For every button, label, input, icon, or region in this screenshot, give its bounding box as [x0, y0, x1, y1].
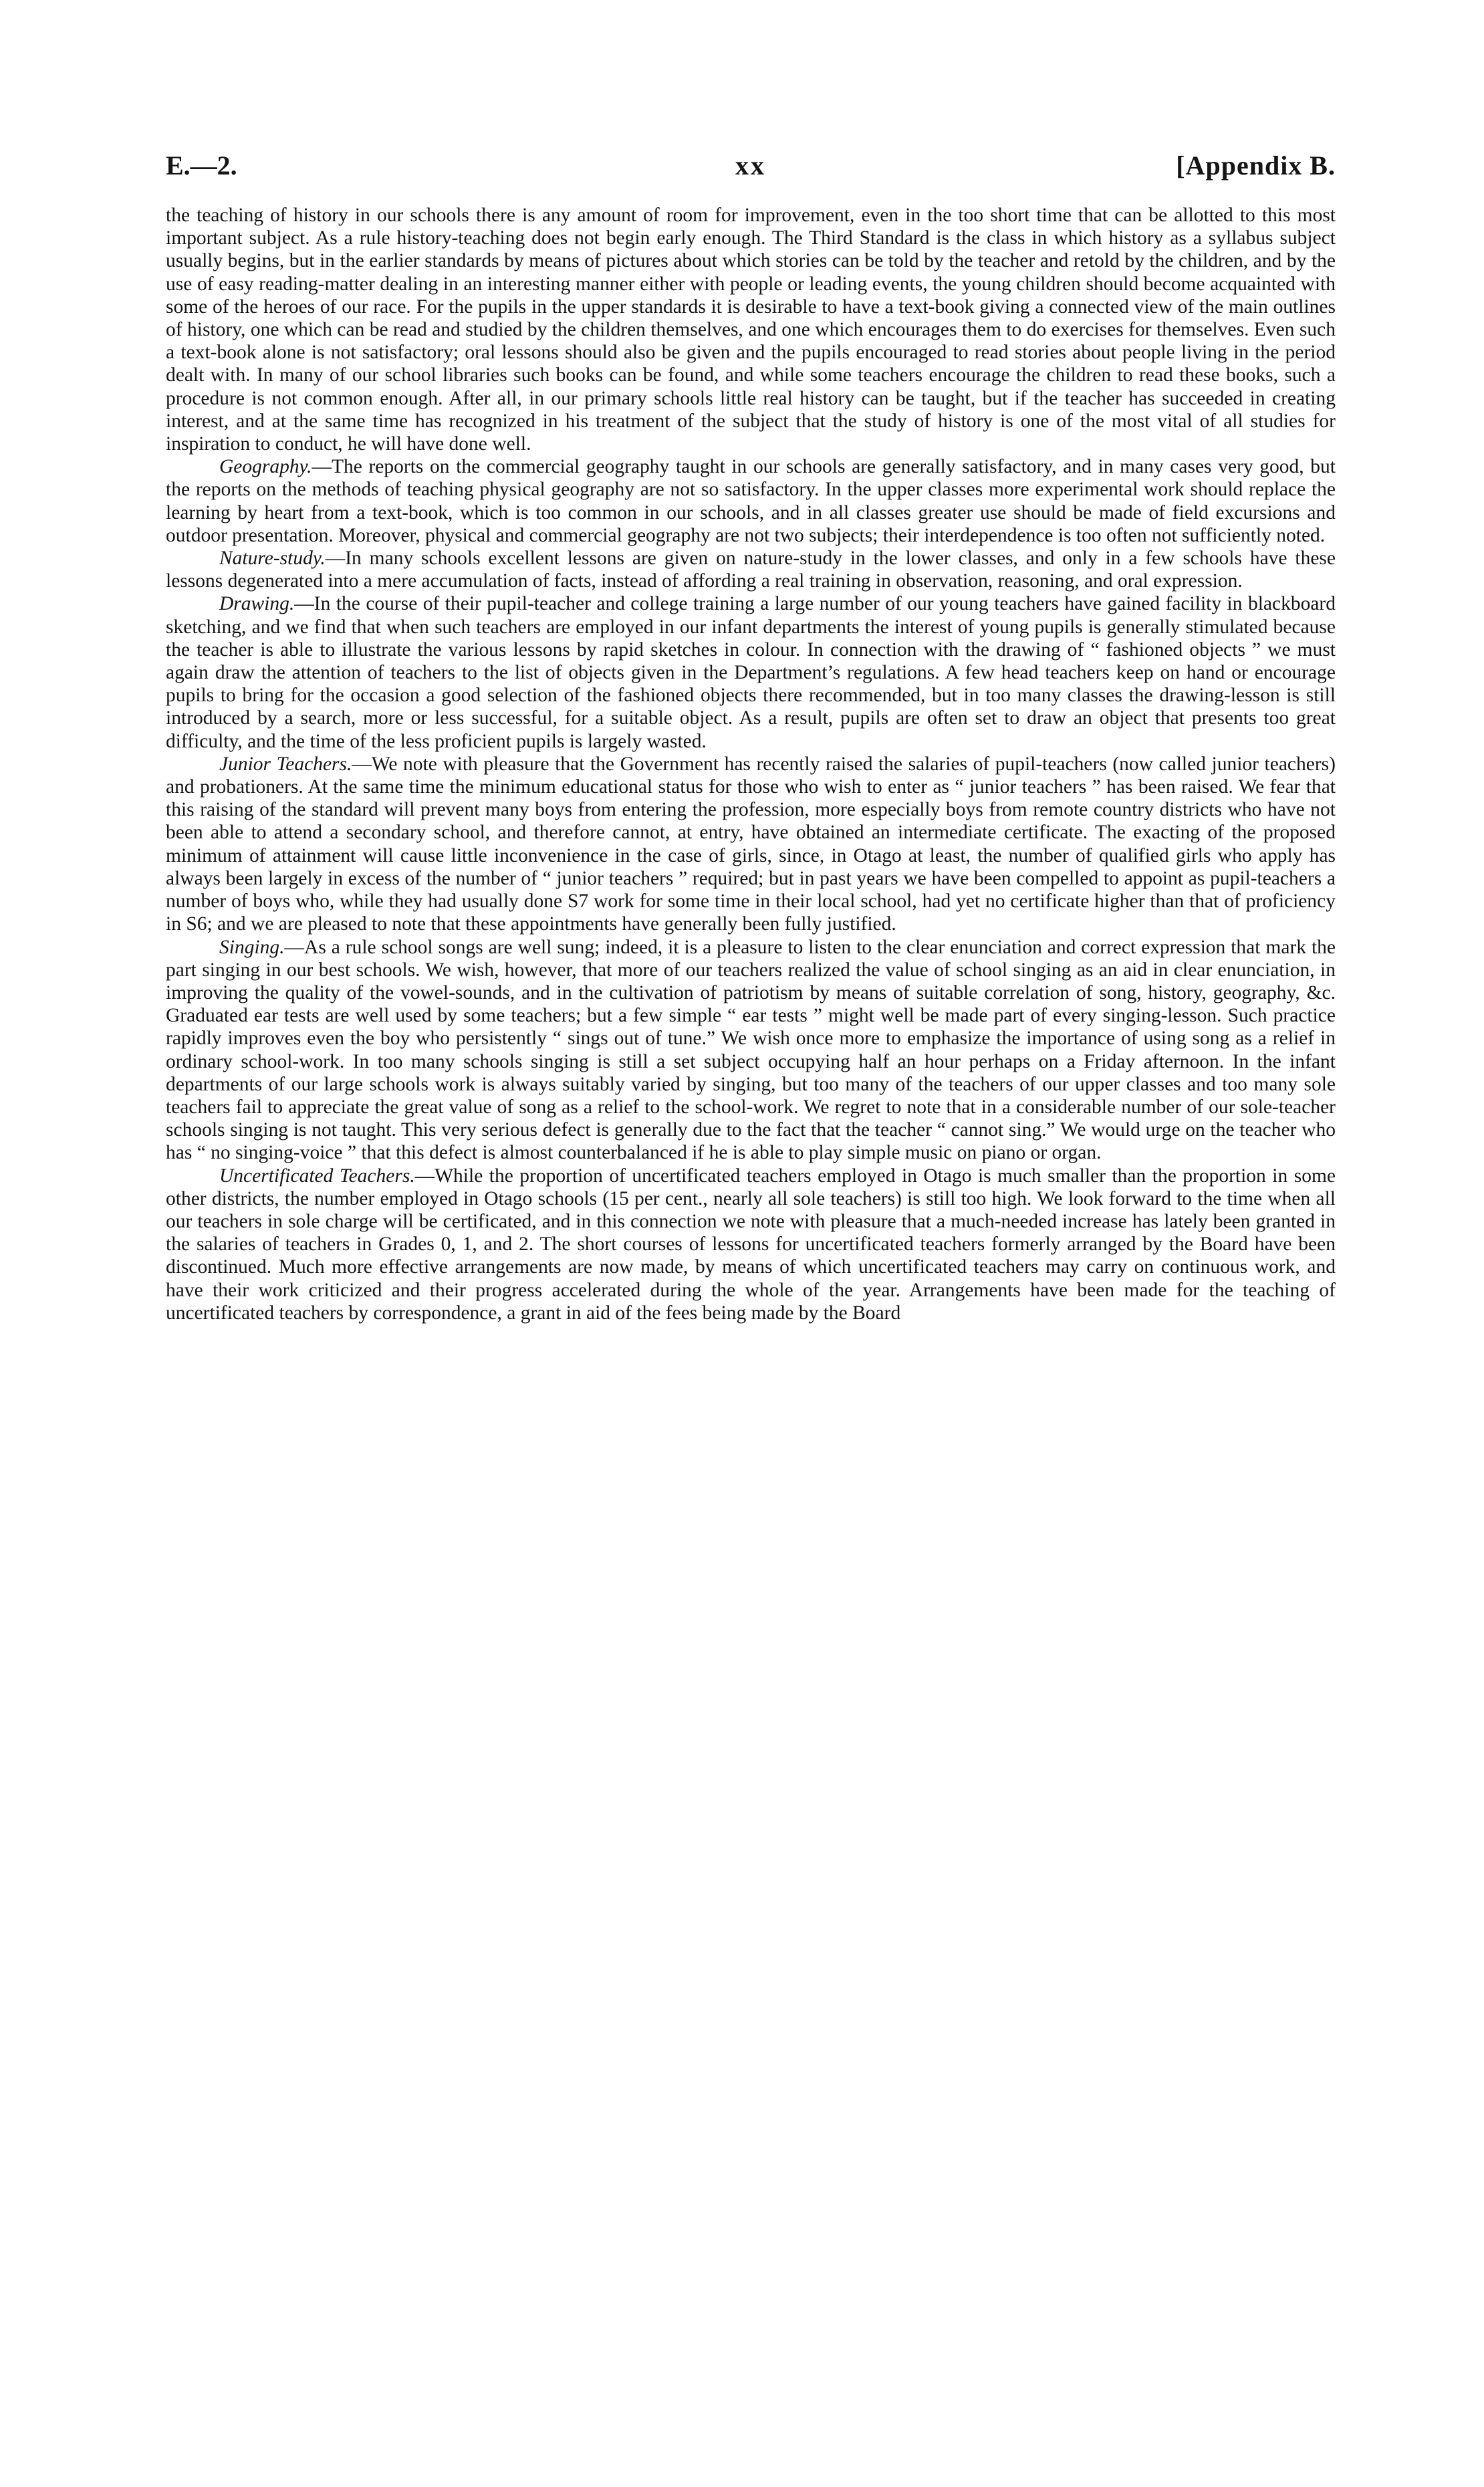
header-appendix: [Appendix B.: [1176, 150, 1336, 181]
paragraph-heading: Drawing.: [219, 593, 295, 615]
page-number: xx: [735, 150, 766, 181]
page-header: [166, 146, 1336, 186]
paragraph-text: —While the proportion of uncertificated teachers employed in Otago is much smaller than the proportion in some other districts, the number employed in Otago schools (15 per cent., nearly all sole teachers) is still too high. We look forward to the time when all our teachers in sole charge will be certificated, and in this connection we note with pleasure that a much-needed increase has lately been granted in the salaries of teachers in Grades 0, 1, and 2. The short courses of lessons for uncertificated teachers formerly arranged by the Board have been discontinued. Much more effective arrangements are now made, by means of which uncertificated teachers may carry on continuous work, and have their work criticized and their progress accelerated during the whole of the year. Arrangements have been made for the teaching of uncertificated teachers by correspondence, a grant in aid of the fees being made by the Board: [166, 1165, 1336, 1324]
paragraph-heading: Singing.: [219, 936, 285, 958]
paragraph-heading: Uncertificated Teachers.: [219, 1165, 415, 1187]
paragraph-text: the teaching of history in our schools there is any amount of room for improvement, even in the too short time that can be allotted to this most important subject. As a rule history-teaching does not begin early enough. The Third Standard is the class in which history as a syllabus subject usually begins, but in the earlier standards by means of pictures about which stories can be told by the teacher and retold by the children, and by the use of easy reading-matter dealing in an interesting manner either with people or leading events, the young children should become acquainted with some of the heroes of our race. For the pupils in the upper standards it is desirable to have a text-book giving a connected view of the main outlines of history, one which can be read and studied by the children themselves, and one which encourages them to do exercises for themselves. Even such a text-book alone is not satisfactory; oral lessons should also be given and the pupils encouraged to read stories about people living in the period dealt with. In many of our school libraries such books can be found, and while some teachers encourage the children to read these books, such a procedure is not common enough. After all, in our primary schools little real history can be taught, but if the teacher has succeeded in creating interest, and at the same time has recognized in his treatment of the subject that the study of history is one of the most vital of all studies for inspiration to conduct, he will have done well.: [166, 205, 1336, 455]
paragraph-heading: Nature-study.: [219, 548, 326, 570]
paragraph-history: [166, 204, 1336, 455]
paragraph-heading: Junior Teachers.: [219, 753, 352, 775]
paragraph-text: —In the course of their pupil-teacher and college training a large number of our young teachers have gained facility in blackboard sketching, and we find that when such teachers are employed in our infant departments the interest of young pupils is generally stimulated because the teacher is able to illustrate the various lessons by rapid sketches in colour. In connection with the drawing of “ fashioned objects ” we must again draw the attention of teachers to the list of objects given in the Department’s regulations. A few head teachers keep on hand or encourage pupils to bring for the occasion a good selection of the fashioned objects there recommended, but in too many classes the drawing-lesson is still introduced by a search, more or less successful, for a suitable object. As a result, pupils are often set to draw an object that presents too great difficulty, and the time of the less proficient pupils is largely wasted.: [166, 593, 1336, 752]
paragraph-heading: Geography.: [219, 456, 312, 478]
paragraph-geography: [166, 455, 1336, 547]
paragraph-text: —As a rule school songs are well sung; indeed, it is a pleasure to listen to the clear enunciation and correct expression that mark the part singing in our best schools. We wish, however, that more of our teachers realized the value of school singing as an aid in clear enunciation, in improving the quality of the vowel-sounds, and in the cultivation of patriotism by means of suitable correlation of song, history, geography, &c. Graduated ear tests are well used by some teachers; but a few simple “ ear tests ” might well be made part of every singing-lesson. Such practice rapidly improves even the boy who persistently “ sings out of tune.” We wish once more to emphasize the importance of using song as a relief in ordinary school-work. In too many schools singing is still a set subject occupying half an hour perhaps on a Friday afternoon. In the infant departments of our large schools work is always suitably varied by singing, but too many of the teachers of our upper classes and too many sole teachers fail to appreciate the great value of song as a relief to the school-work. We regret to note that in a considerable number of our sole-teacher schools singing is not taught. This very serious defect is generally due to the fact that the teacher “ cannot sing.” We would urge on the teacher who has “ no singing-voice ” that this defect is almost counterbalanced if he is able to play simple music on piano or organ.: [166, 936, 1336, 1164]
body-text: [166, 204, 1336, 1324]
paragraph-junior-teachers: [166, 753, 1336, 936]
paragraph-text: —In many schools excellent lessons are given on nature-study in the lower classes, and only in a few schools have these lessons degenerated into a mere accumulation of facts, instead of affording a real training in observation, reasoning, and oral expression.: [166, 548, 1336, 592]
header-reference: E.—2.: [166, 150, 237, 181]
paragraph-text: —We note with pleasure that the Government has recently raised the salaries of pupil-teachers (now called junior teachers) and probationers. At the same time the minimum educational status for those who wish to enter as “ junior teachers ” has been raised. We fear that this raising of the standard will prevent many boys from entering the profession, more especially boys from remote country districts who have not been able to attend a secondary school, and therefore cannot, at entry, have obtained an intermediate certificate. The exacting of the proposed minimum of attainment will cause little inconvenience in the case of girls, since, in Otago at least, the number of qualified girls who apply has always been largely in excess of the number of “ junior teachers ” required; but in past years we have been compelled to appoint as pupil-teachers a number of boys who, while they had usually done S7 work for some time in their local school, had yet no certificate higher than that of proficiency in S6; and we are pleased to note that these appointments have generally been fully justified.: [166, 753, 1336, 935]
paragraph-singing: [166, 936, 1336, 1165]
paragraph-uncertificated-teachers: [166, 1165, 1336, 1324]
paragraph-text: —The reports on the commercial geography taught in our schools are generally satisfactory, and in many cases very good, but the reports on the methods of teaching physical geography are not so satisfactory. In the upper classes more experimental work should replace the learning by heart from a text-book, which is too common in our schools, and in all classes greater use should be made of field excursions and outdoor presentation. Moreover, physical and commercial geography are not two subjects; their interdependence is too often not sufficiently noted.: [166, 456, 1336, 546]
paragraph-drawing: [166, 592, 1336, 752]
paragraph-nature-study: [166, 547, 1336, 592]
